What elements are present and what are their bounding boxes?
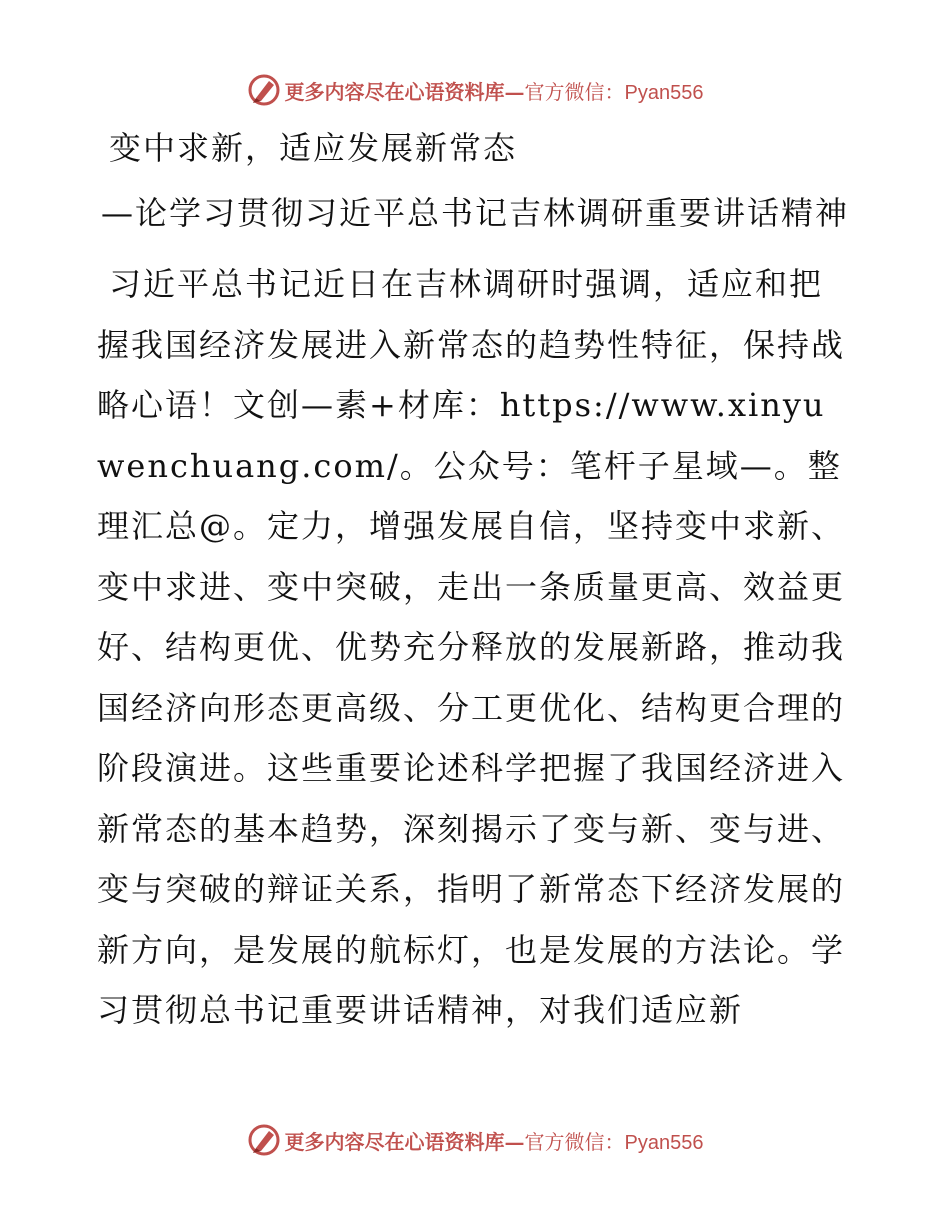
document-content bbox=[97, 118, 849, 1041]
header-banner bbox=[0, 70, 950, 110]
document-subtitle: —论学习贯彻习近平总书记吉林调研重要讲话精神 bbox=[101, 194, 850, 232]
pen-logo-icon bbox=[247, 1123, 281, 1157]
banner-text: 更多内容尽在心语资料库— bbox=[284, 1129, 525, 1154]
body-text: 习近平总书记近日在吉林调研时强调，适应和把握我国经济发展进入新常态的趋势性特征，保持战略心语！文创—素+材库：https://www.xinyuwenchuang.com/。公众号：笔杆子星域—。整理汇总@。定力，增强发展自信，坚持变中求新、变中求进、变中突破，走出一条质量更高、效益更好、结构更优、优势充分释放的发展新路，推动我国经济向形态更高级、分工更优化、结构更合理的阶段演进。这些重要论述科学把握了我国经济进入新常态的基本趋势，深刻揭示了变与新、变与进、变与突破的辩证关系，指明了新常态下经济发展的新方向，是发展的航标灯，也是发展的方法论。学习贯彻总书记重要讲话精神，对我们适应新 bbox=[97, 265, 846, 1029]
document-title: 变中求新，适应发展新常态 bbox=[109, 129, 518, 167]
footer-banner bbox=[0, 1120, 950, 1160]
document-body bbox=[97, 254, 849, 1041]
banner-wechat: 官方微信：Pyan556 bbox=[524, 81, 704, 104]
banner-wechat: 官方微信：Pyan556 bbox=[524, 1131, 704, 1154]
pen-logo-icon bbox=[247, 73, 281, 107]
banner-text: 更多内容尽在心语资料库— bbox=[284, 79, 525, 104]
